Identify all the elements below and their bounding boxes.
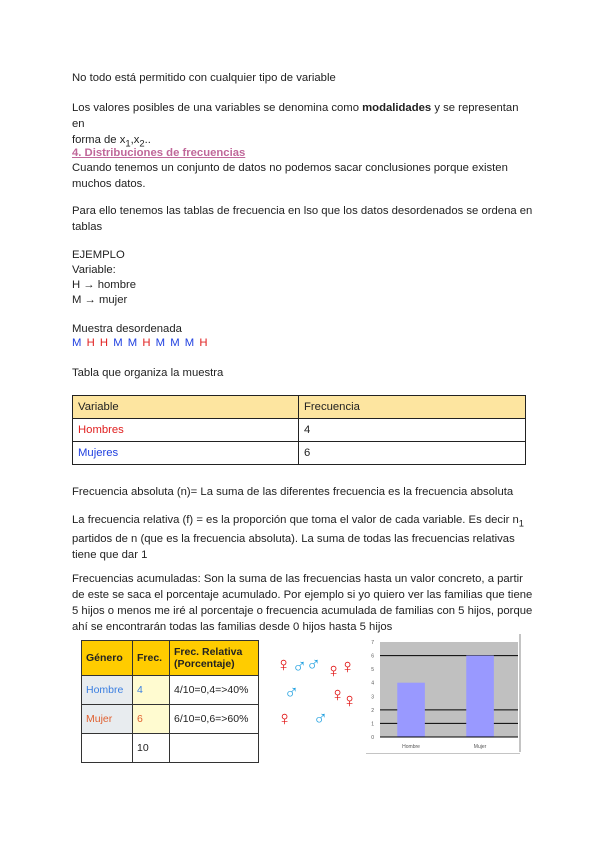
male-person-icon: ♂ <box>313 708 328 730</box>
sample-item: M <box>113 337 128 349</box>
sample-item: H <box>199 337 208 349</box>
male-person-icon: ♂ <box>292 656 307 678</box>
sample-item: M <box>155 337 171 349</box>
paragraph <box>72 512 537 563</box>
female-person-icon: ♀ <box>340 656 355 678</box>
paragraph: Cuando tenemos un conjunto de datos no podemos sacar conclusiones porque existen muchos datos. <box>72 162 508 190</box>
male-person-icon: ♂ <box>306 654 321 676</box>
y-tick-label: 6 <box>371 653 374 660</box>
x-tick-label: Mujer <box>473 744 487 750</box>
header-cell: Frecuencia <box>299 396 526 419</box>
paragraph-modalidades <box>72 100 532 151</box>
y-tick-label: 3 <box>371 694 374 701</box>
sample-item: H <box>99 337 114 349</box>
text: .. <box>144 134 151 146</box>
header-cell: Frec. Relativa (Porcentaje) <box>170 641 259 676</box>
y-tick-label: 5 <box>371 667 374 674</box>
cell: Mujer <box>82 705 133 734</box>
header-cell: Frec. <box>133 641 170 676</box>
label: Variable: <box>72 264 116 276</box>
header-cell: Género <box>82 641 133 676</box>
cell: 10 <box>133 734 170 763</box>
label: Tabla que organiza la muestra <box>72 367 224 379</box>
female-person-icon: ♀ <box>276 654 291 676</box>
sample-item: H <box>142 337 156 349</box>
bar-hombre <box>397 683 425 737</box>
subscript: 1 <box>125 137 131 149</box>
cell: 4 <box>133 676 170 705</box>
header-cell: Variable <box>73 396 299 419</box>
sample-item: H <box>86 337 100 349</box>
bar-mujer <box>466 656 494 737</box>
paragraph: Frecuencias acumuladas: Son la suma de las frecuencias hasta un valor concreto, a partir de este se saca el porcentaje acumulado. Por ejemplo si yo quiero ver las familias que tiene 5 hijos o menos me iré al porcentaje o frecuencia acumulada de familias con 5 hijos, porque ahí se encontrarán todas las familias desde 0 hijos hasta 5 hijos <box>72 573 533 633</box>
cell: Hombre <box>82 676 133 705</box>
cell: 6 <box>299 442 526 465</box>
female-person-icon: ♀ <box>342 690 357 712</box>
y-tick-label: 1 <box>371 721 374 728</box>
cell <box>82 734 133 763</box>
text: La frecuencia relativa (f) = es la proporción que toma el valor de cada variable. Es decir n <box>72 514 519 526</box>
cell: 6 <box>133 705 170 734</box>
sample-item: M <box>127 337 143 349</box>
text: y se representan en <box>72 102 519 130</box>
sample-item: M <box>184 337 200 349</box>
cell: 4 <box>299 419 526 442</box>
cell: Hombres <box>73 419 299 442</box>
cell: 4/10=0,4=>40% <box>170 676 259 705</box>
y-tick-label: 0 <box>371 735 374 741</box>
male-person-icon: ♂ <box>284 682 299 704</box>
paragraph: Frecuencia absoluta (n)= La suma de las diferentes frecuencia es la frecuencia absoluta <box>72 486 514 498</box>
female-person-icon: ♀ <box>326 660 341 682</box>
y-tick-label: 2 <box>371 707 374 714</box>
text: partidos de n (que es la frecuencia absoluta). La suma de todas las frecuencias relativas tiene que dar 1 <box>72 533 515 562</box>
female-person-icon: ♀ <box>277 708 292 730</box>
text: Los valores posibles de una variables se denomina como <box>72 102 363 114</box>
female-person-icon: ♀ <box>330 684 345 706</box>
paragraph: Para ello tenemos las tablas de frecuencia en lso que los datos desordenados se ordena en tablas <box>72 205 533 233</box>
bar-chart <box>366 634 522 754</box>
gender-table <box>81 640 259 763</box>
sample-sequence <box>72 335 207 351</box>
label: H → hombre <box>72 279 137 291</box>
subscript: 2 <box>139 137 145 149</box>
text: ,x <box>130 134 140 146</box>
sample-item: M <box>72 337 87 349</box>
sample-item: M <box>170 337 185 349</box>
y-tick-label: 7 <box>371 640 374 646</box>
cell: Mujeres <box>73 442 299 465</box>
bold-term: modalidades <box>362 102 432 114</box>
subscript: 1 <box>518 517 525 529</box>
frequency-table <box>72 395 526 465</box>
x-tick-label: Hombre <box>402 744 420 750</box>
cell <box>170 734 259 763</box>
label: M → mujer <box>72 294 128 306</box>
text: forma de x <box>72 134 126 146</box>
y-tick-label: 4 <box>371 680 374 687</box>
cell: 6/10=0,6=>60% <box>170 705 259 734</box>
paragraph: No todo está permitido con cualquier tipo de variable <box>72 72 336 84</box>
label: Muestra desordenada <box>72 323 182 335</box>
section-heading: 4. Distribuciones de frecuencias <box>72 147 246 159</box>
label: EJEMPLO <box>72 249 125 261</box>
